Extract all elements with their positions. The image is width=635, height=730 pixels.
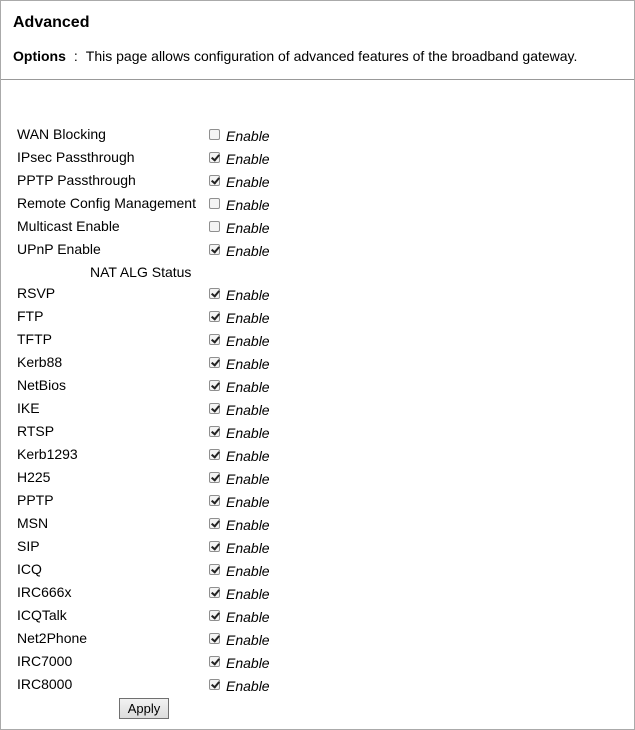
enable-label: Enable <box>226 151 270 167</box>
enable-checkbox-netbios[interactable] <box>209 380 220 391</box>
enable-checkbox-wan-blocking[interactable] <box>209 129 220 140</box>
setting-label: TFTP <box>17 331 52 347</box>
enable-label: Enable <box>226 425 270 441</box>
header-divider <box>1 79 634 80</box>
enable-checkbox-multicast-enable[interactable] <box>209 221 220 232</box>
options-separator: : <box>73 48 78 64</box>
apply-button[interactable]: Apply <box>119 698 169 719</box>
setting-label: Kerb88 <box>17 354 63 370</box>
setting-label: MSN <box>17 515 49 531</box>
enable-checkbox-rsvp[interactable] <box>209 288 220 299</box>
setting-label: ICQ <box>17 561 42 577</box>
enable-label: Enable <box>226 379 270 395</box>
enable-checkbox-msn[interactable] <box>209 518 220 529</box>
setting-row-net2phone <box>1 630 634 653</box>
enable-label: Enable <box>226 287 270 303</box>
setting-label: IRC7000 <box>17 653 73 669</box>
setting-row-multicast-enable <box>1 218 634 241</box>
setting-row-remote-config-management <box>1 195 634 218</box>
setting-label: IRC8000 <box>17 676 73 692</box>
setting-row-kerb88 <box>1 354 634 377</box>
setting-row-upnp-enable <box>1 241 634 264</box>
enable-checkbox-ipsec-passthrough[interactable] <box>209 152 220 163</box>
setting-row-irc7000 <box>1 653 634 676</box>
setting-label: IRC666x <box>17 584 72 600</box>
setting-row-pptp-passthrough <box>1 172 634 195</box>
setting-label: FTP <box>17 308 44 324</box>
setting-row-tftp <box>1 331 634 354</box>
enable-checkbox-pptp[interactable] <box>209 495 220 506</box>
enable-checkbox-icqtalk[interactable] <box>209 610 220 621</box>
enable-label: Enable <box>226 333 270 349</box>
setting-label: IPsec Passthrough <box>17 149 135 165</box>
enable-checkbox-ike[interactable] <box>209 403 220 414</box>
setting-label: RTSP <box>17 423 55 439</box>
setting-label: PPTP Passthrough <box>17 172 136 188</box>
enable-checkbox-net2phone[interactable] <box>209 633 220 644</box>
enable-checkbox-sip[interactable] <box>209 541 220 552</box>
enable-checkbox-h225[interactable] <box>209 472 220 483</box>
enable-label: Enable <box>226 563 270 579</box>
setting-row-pptp <box>1 492 634 515</box>
options-text: This page allows configuration of advanced features of the broadband gateway. <box>85 48 578 64</box>
setting-row-rtsp <box>1 423 634 446</box>
enable-label: Enable <box>226 448 270 464</box>
enable-checkbox-irc666x[interactable] <box>209 587 220 598</box>
setting-label: WAN Blocking <box>17 126 106 142</box>
enable-checkbox-kerb88[interactable] <box>209 357 220 368</box>
options-label: Options <box>13 48 66 64</box>
enable-label: Enable <box>226 494 270 510</box>
setting-label: SIP <box>17 538 40 554</box>
enable-label: Enable <box>226 220 270 236</box>
enable-label: Enable <box>226 310 270 326</box>
options-description <box>13 48 577 64</box>
setting-label: ICQTalk <box>17 607 67 623</box>
enable-label: Enable <box>226 517 270 533</box>
setting-row-ike <box>1 400 634 423</box>
enable-label: Enable <box>226 402 270 418</box>
enable-label: Enable <box>226 356 270 372</box>
setting-row-irc666x <box>1 584 634 607</box>
enable-checkbox-irc7000[interactable] <box>209 656 220 667</box>
enable-label: Enable <box>226 471 270 487</box>
setting-label: PPTP <box>17 492 54 508</box>
setting-row-kerb1293 <box>1 446 634 469</box>
enable-label: Enable <box>226 609 270 625</box>
enable-checkbox-rtsp[interactable] <box>209 426 220 437</box>
enable-label: Enable <box>226 174 270 190</box>
setting-label: Kerb1293 <box>17 446 78 462</box>
enable-label: Enable <box>226 678 270 694</box>
nat-alg-heading: NAT ALG Status <box>90 264 192 280</box>
enable-label: Enable <box>226 128 270 144</box>
setting-label: RSVP <box>17 285 56 301</box>
setting-row-ftp <box>1 308 634 331</box>
setting-label: H225 <box>17 469 51 485</box>
setting-label: UPnP Enable <box>17 241 101 257</box>
setting-row-msn <box>1 515 634 538</box>
setting-label: IKE <box>17 400 40 416</box>
setting-label: NetBios <box>17 377 67 393</box>
setting-row-ipsec-passthrough <box>1 149 634 172</box>
setting-label: Remote Config Management <box>17 195 196 211</box>
setting-row-icq <box>1 561 634 584</box>
enable-checkbox-tftp[interactable] <box>209 334 220 345</box>
enable-label: Enable <box>226 243 270 259</box>
setting-row-wan-blocking <box>1 126 634 149</box>
setting-row-icqtalk <box>1 607 634 630</box>
setting-row-sip <box>1 538 634 561</box>
setting-row-netbios <box>1 377 634 400</box>
enable-label: Enable <box>226 632 270 648</box>
enable-checkbox-icq[interactable] <box>209 564 220 575</box>
page-title: Advanced <box>13 14 90 31</box>
enable-checkbox-ftp[interactable] <box>209 311 220 322</box>
setting-row-irc8000 <box>1 676 634 699</box>
enable-checkbox-upnp-enable[interactable] <box>209 244 220 255</box>
setting-label: Net2Phone <box>17 630 88 646</box>
enable-label: Enable <box>226 197 270 213</box>
enable-label: Enable <box>226 655 270 671</box>
enable-checkbox-remote-config-management[interactable] <box>209 198 220 209</box>
setting-row-h225 <box>1 469 634 492</box>
enable-checkbox-pptp-passthrough[interactable] <box>209 175 220 186</box>
enable-checkbox-kerb1293[interactable] <box>209 449 220 460</box>
setting-label: Multicast Enable <box>17 218 120 234</box>
enable-label: Enable <box>226 540 270 556</box>
enable-checkbox-irc8000[interactable] <box>209 679 220 690</box>
setting-row-rsvp <box>1 285 634 308</box>
enable-label: Enable <box>226 586 270 602</box>
